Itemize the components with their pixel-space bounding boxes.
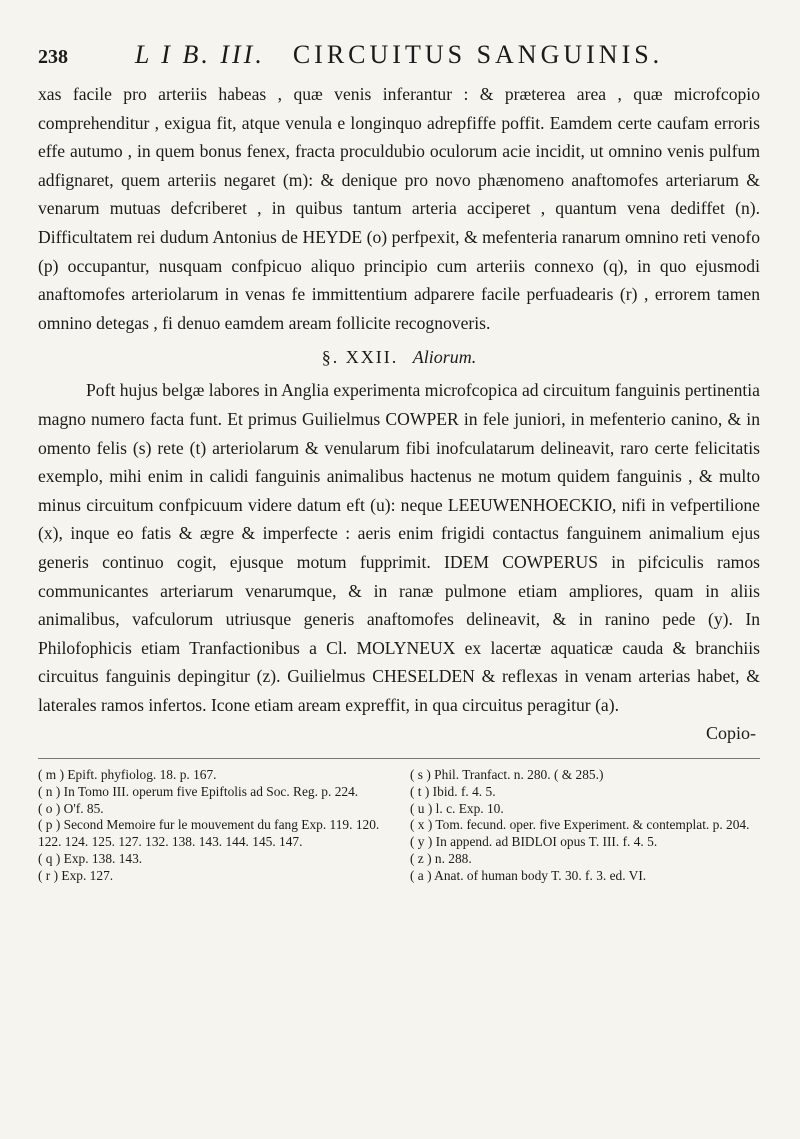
section-title: Aliorum. [412, 347, 477, 368]
page-number: 238 [38, 46, 68, 68]
paragraph-2: Poft hujus belgæ labores in Anglia experimenta microfcopica ad circuitum fanguinis pertinentia magno numero facta funt. Et primus Guilielmus COWPER in fele juniori, in mefenterio canino, & in omento felis (s) rete (t) arteriolarum & venularum fibi inofculatarum delineavit, raro certe felicitatis exemplo, mihi enim in calidi fanguinis animalibus hactenus ne motum quidem fanguinis , & multo minus circuitum confpicuum videre datum eft (u): neque LEEUWENHOECKIO, nifi in vefpertilione (x), inque eo fatis & ægre & imperfecte : aeris enim frigidi contactus fanguinem animalium ejus generis continuo cogit, ejusque motum fupprimit. IDEM COWPERUS in pifciculis ramos communicantes arteriarum venarumque, & in ranæ pulmone etiam ampliores, quam in aliis animalibus, vafculorum utriusque generis anaftomofes delineavit, & in ranino pede (y). In Philofophicis etiam Tranfactionibus a Cl. MOLYNEUX ex lacertæ aquaticæ cauda & branchiis circuitus fanguinis depingitur (z). Guilielmus CHESELDEN & reflexas in venam arterias habet, & laterales ramos infertos. Icone etiam aream expreffit, in qua circuitus peragitur (a). [38, 380, 760, 715]
footnote-divider [38, 758, 760, 759]
running-title [98, 40, 700, 70]
catchword: Copio- [705, 723, 756, 744]
running-title-book: L I B. III. [134, 40, 265, 69]
footnotes [38, 767, 760, 885]
footnote: ( n ) In Tomo III. operum five Epiftolis ad Soc. Reg. p. 224. [38, 783, 359, 799]
footnotes-right-column [410, 767, 760, 885]
running-title-subject: CIRCUITUS SANGUINIS. [292, 40, 664, 69]
section-number: §. XXII. [321, 347, 399, 368]
footnote: ( y ) In append. ad BIDLOI opus T. III. f. 4. 5. [410, 834, 658, 850]
footnote: ( t ) Ibid. f. 4. 5. [410, 783, 496, 799]
section-heading [38, 347, 760, 368]
footnote: ( p ) Second Memoire fur le mouvement du fang Exp. 119. 120. 122. 124. 125. 127. 132. 138. 143. 144. 145. 147. [38, 817, 380, 850]
book-page [38, 40, 760, 885]
footnote: ( q ) Exp. 138. 143. [38, 851, 143, 867]
footnote: ( x ) Tom. fecund. oper. five Experiment. & contemplat. p. 204. [410, 817, 750, 833]
footnote: ( a ) Anat. of human body T. 30. f. 3. ed. VI. [410, 867, 647, 883]
footnotes-left-column [38, 767, 388, 885]
footnote: ( s ) Phil. Tranfact. n. 280. ( & 285.) [410, 767, 604, 783]
footnote: ( z ) n. 288. [410, 851, 472, 867]
page-header [38, 40, 760, 70]
footnote: ( r ) Exp. 127. [38, 867, 114, 883]
footnote: ( o ) O'f. 85. [38, 800, 104, 816]
footnote: ( m ) Epift. phyfiolog. 18. p. 167. [38, 767, 217, 783]
paragraph-1: xas facile pro arteriis habeas , quæ venis inferantur : & præterea area , quæ microfcopio comprehenditur , exigua fit, atque venula e longinquo adrepfiffe poffit. Eamdem certe caufam erroris effe autumo , in quem bonus fenex, fracta proculdubio oculorum acie incidit, ut omnino venis pulfum adfignaret, quem arteriis negaret (m): & denique pro novo phænomeno anaftomofes arteriarum & venarum mutuas defcriberet , in quibus tantum arteria acciperet , quantum vena dediffet (n). Difficultatem rei dudum Antonius de HEYDE (o) perfpexit, & mefenteria ranarum omnino reti venofo (p) occupantur, nusquam confpicuo aliquo principio cum arteriis connexo (q), in quo ejusmodi anaftomofes arteriolarum in venas fe immittentium adparere facile perfuadearis (r) , errorem tamen omnino detegas , fi denuo eamdem aream follicite recognoveris. [38, 84, 760, 333]
footnote: ( u ) l. c. Exp. 10. [410, 800, 504, 816]
